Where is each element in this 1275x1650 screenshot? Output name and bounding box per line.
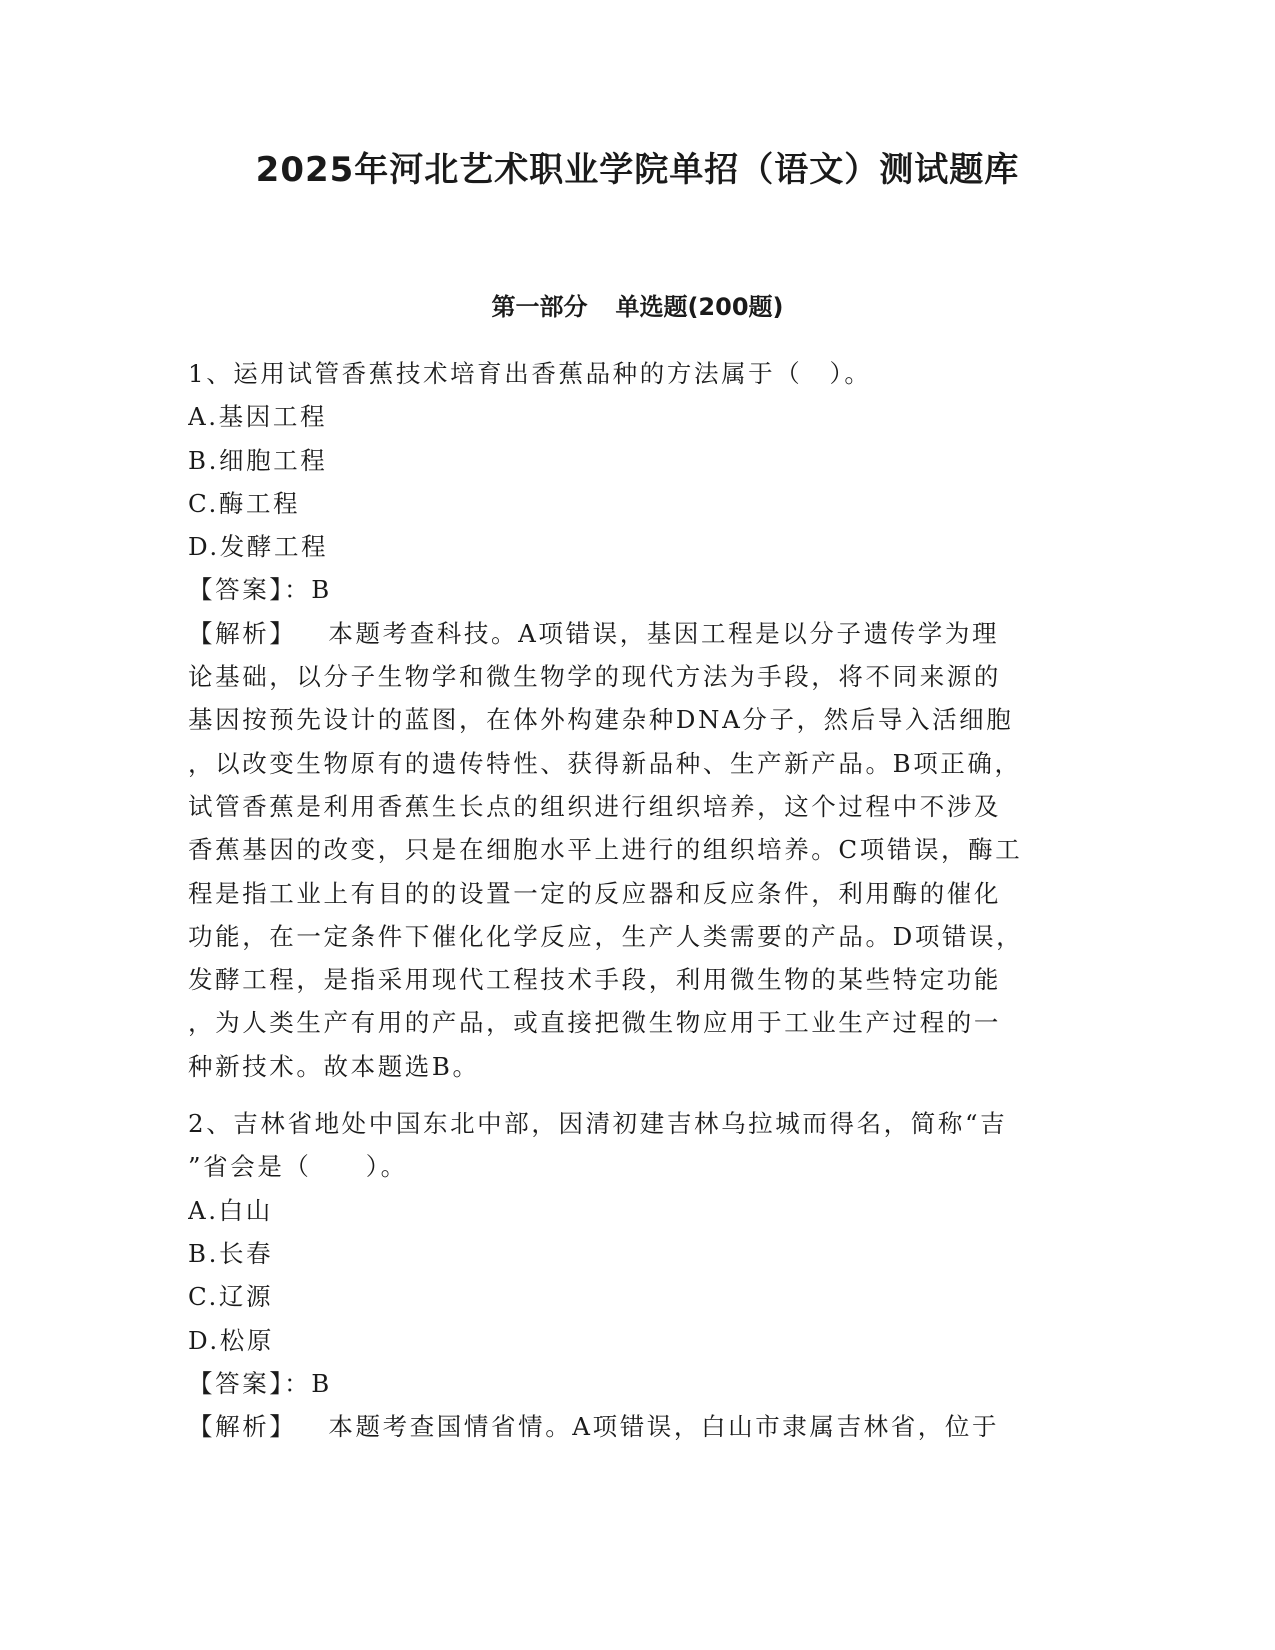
section-part: 第一部分: [491, 293, 588, 321]
answer-label: 【答案】: [188, 1368, 285, 1398]
analysis-line: [188, 1405, 1078, 1448]
analysis-text: 香蕉基因的改变，只是在细胞水平上进行的组织培养。C项错误，酶工: [188, 835, 1023, 865]
analysis-text: ，为人类生产有用的产品，或直接把微生物应用于工业生产过程的一: [188, 1008, 1001, 1038]
answer-line: [188, 568, 1078, 611]
analysis-line: [188, 612, 1078, 655]
analysis-text: 本题考查科技。A项错误，基因工程是以分子遗传学为理: [328, 618, 1000, 648]
answer-label: 【答案】: [188, 575, 285, 605]
option-c: C.辽源: [188, 1282, 274, 1312]
question-1: [188, 352, 1078, 1088]
analysis-text: ，以改变生物原有的遗传特性、获得新品种、生产新产品。B项正确，: [188, 748, 1022, 778]
analysis-text: 程是指工业上有目的的设置一定的反应器和反应条件，利用酶的催化: [188, 878, 1001, 908]
option-c: C.酶工程: [188, 488, 301, 518]
document-title: 2025年河北艺术职业学院单招（语文）测试题库: [255, 150, 1020, 190]
option-b: B.细胞工程: [188, 445, 328, 475]
analysis-text: 论基础，以分子生物学和微生物学的现代方法为手段，将不同来源的: [188, 662, 1001, 692]
analysis-label: 【解析】: [188, 1412, 297, 1442]
section-title: [0, 290, 1275, 324]
questions-list: [188, 352, 1078, 1448]
analysis-text: 本题考查国情省情。A项错误，白山市隶属吉林省，位于: [328, 1412, 1000, 1442]
question-stem: 2、吉林省地处中国东北中部，因清初建吉林乌拉城而得名，简称“吉: [188, 1109, 1008, 1139]
option-a: A.白山: [188, 1195, 273, 1225]
analysis-text: 种新技术。故本题选B。: [188, 1051, 480, 1081]
answer-value: ：B: [284, 575, 332, 605]
question-2: [188, 1102, 1078, 1448]
answer-line: [188, 1362, 1078, 1405]
option-b: B.长春: [188, 1238, 274, 1268]
option-d: D.发酵工程: [188, 532, 329, 562]
analysis-text: 功能，在一定条件下催化化学反应，生产人类需要的产品。D项错误，: [188, 921, 1024, 951]
analysis-text: 发酵工程，是指采用现代工程技术手段，利用微生物的某些特定功能: [188, 965, 1001, 995]
analysis-text: 基因按预先设计的蓝图，在体外构建杂种DNA分子，然后导入活细胞: [188, 705, 1014, 735]
question-stem: 1、运用试管香蕉技术培育出香蕉品种的方法属于（ ）。: [188, 359, 872, 388]
option-a: A.基因工程: [188, 402, 328, 432]
question-stem: ”省会是（ ）。: [188, 1152, 408, 1182]
analysis-label: 【解析】: [188, 618, 297, 648]
option-d: D.松原: [188, 1325, 274, 1355]
answer-value: ：B: [284, 1368, 332, 1398]
analysis-text: 试管香蕉是利用香蕉生长点的组织进行组织培养，这个过程中不涉及: [188, 791, 1001, 821]
section-name: 单选题(200题): [615, 293, 784, 321]
